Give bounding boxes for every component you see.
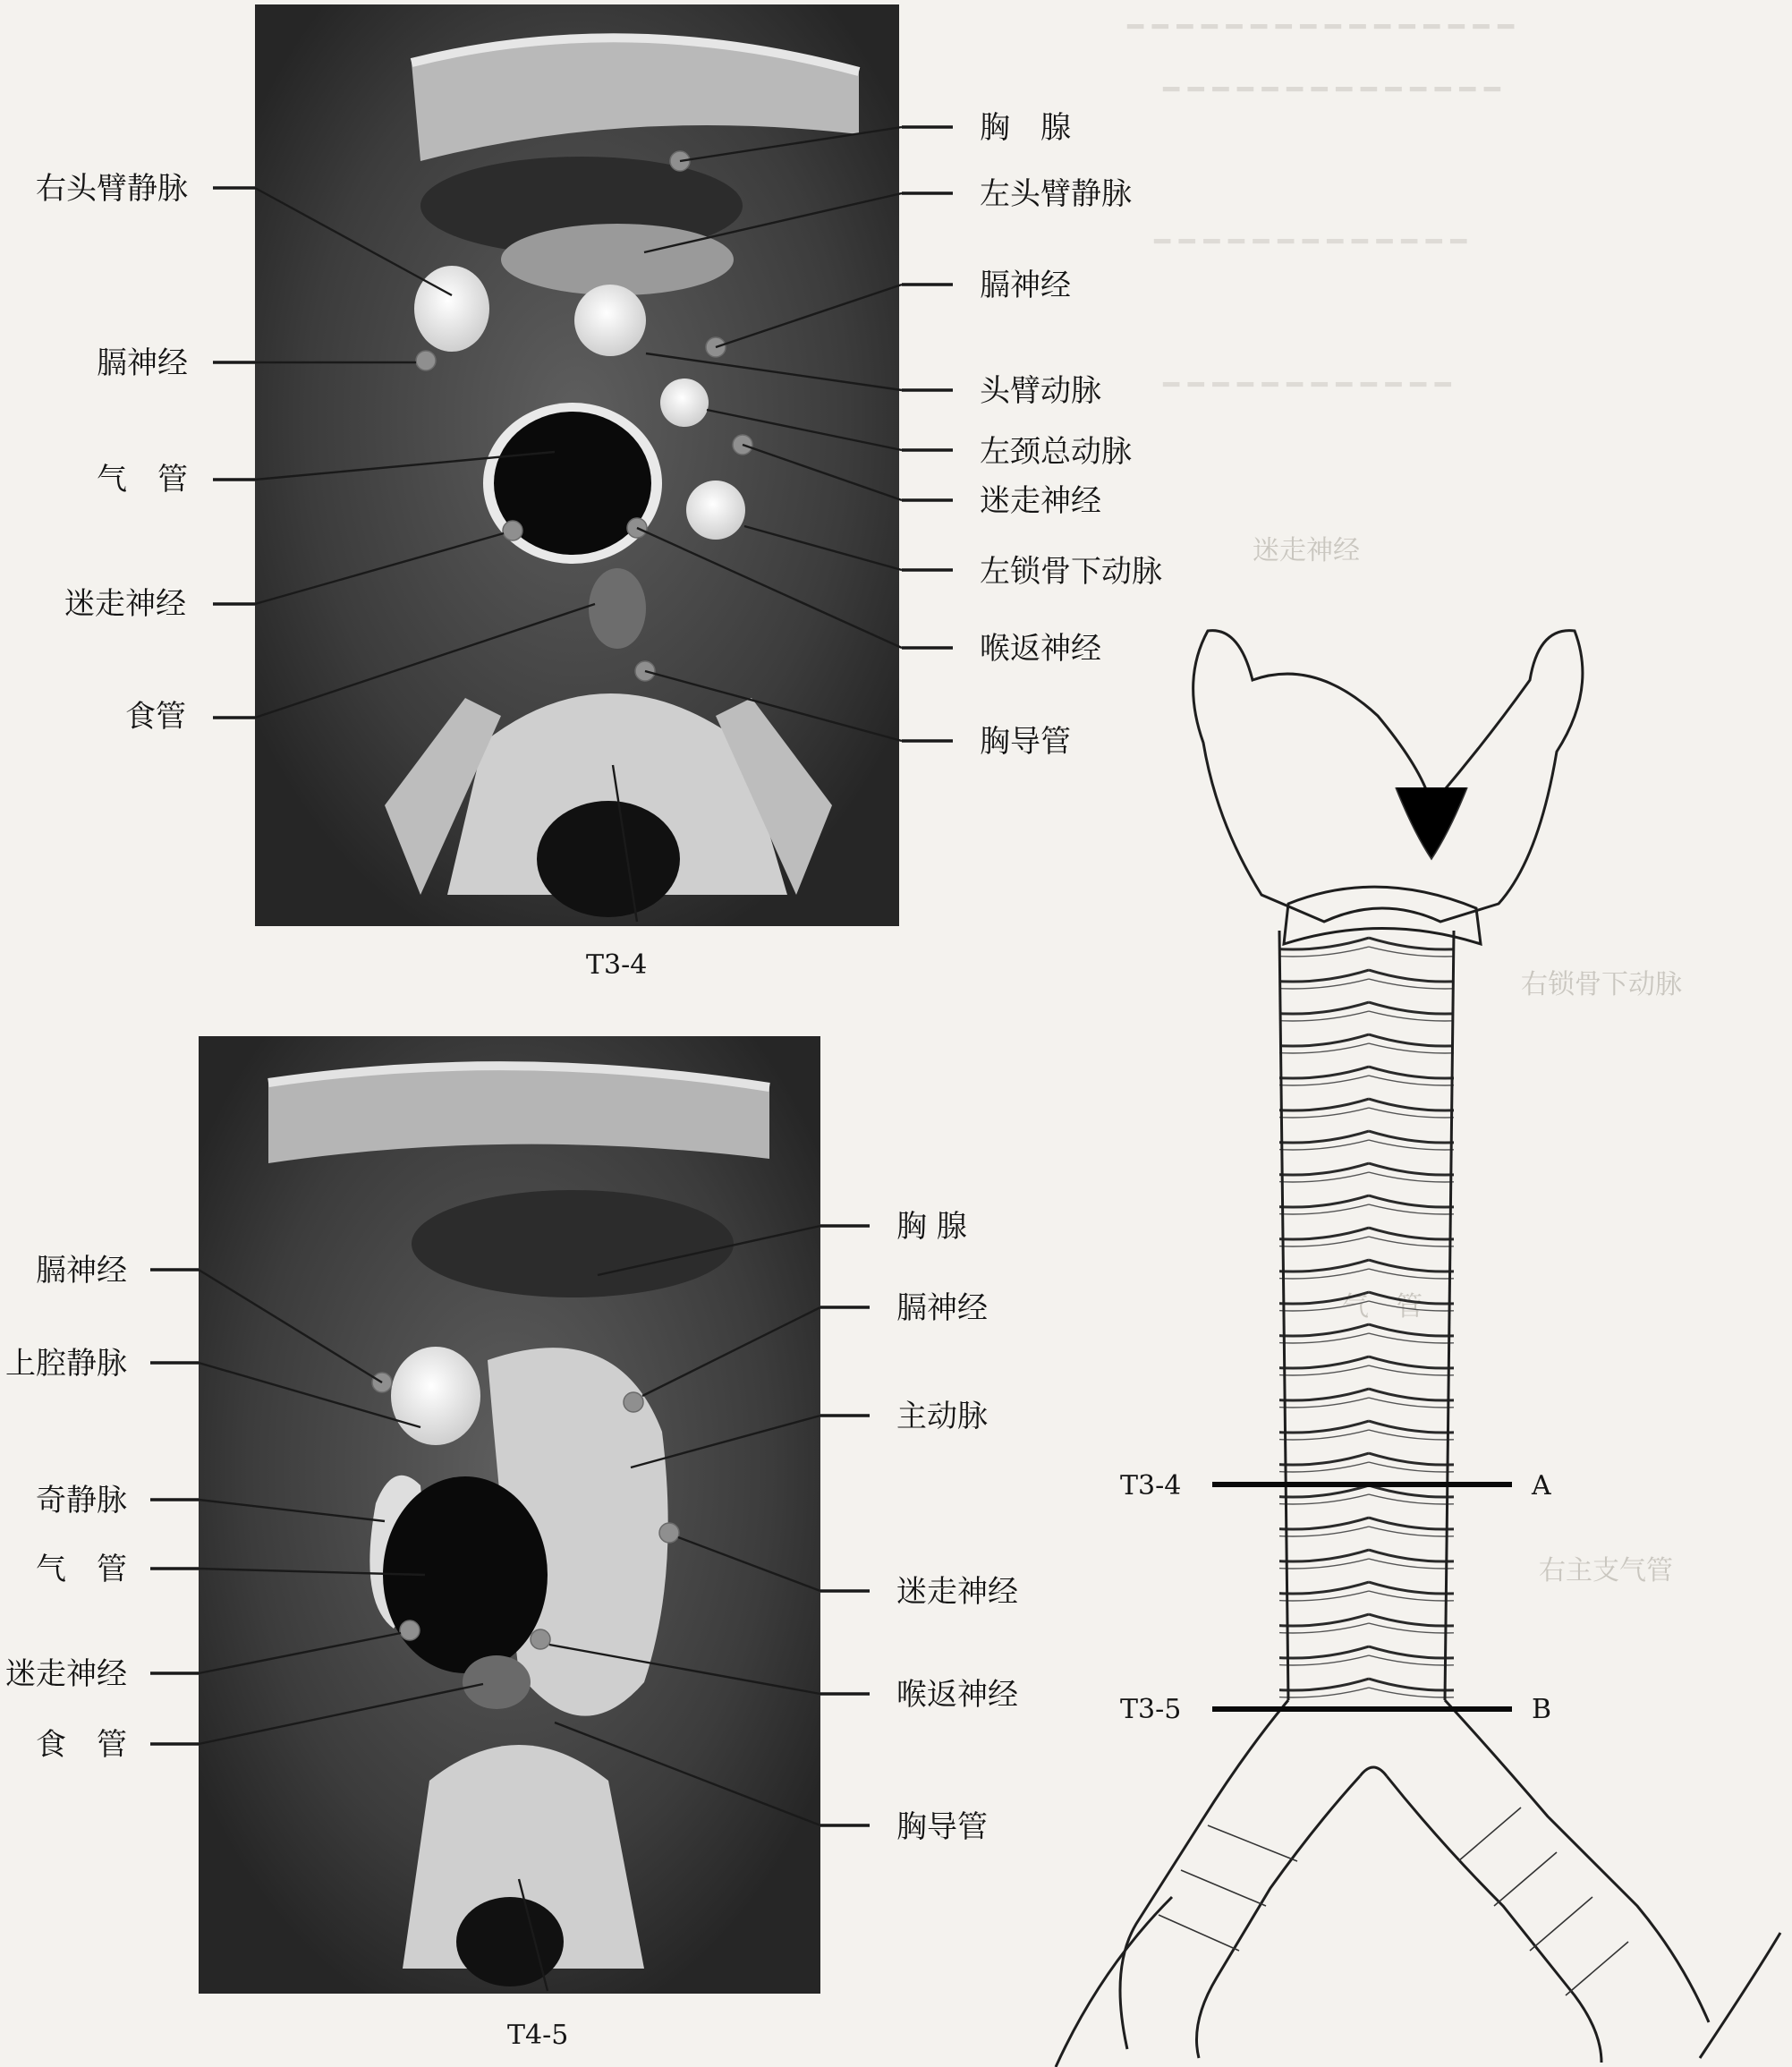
level-a-letter: A	[1532, 1470, 1551, 1501]
label-recurrent-laryngeal-nerve-b: 喉返神经	[896, 1677, 1018, 1713]
label-phrenic-nerve-right-b: 膈神经	[896, 1290, 988, 1326]
ghost-right-main-bronchus: 右主支气管	[1539, 1555, 1673, 1586]
label-vagus-nerve-left: 迷走神经	[64, 586, 186, 622]
label-left-subclavian-artery: 左锁骨下动脉	[980, 554, 1162, 590]
trachea-drawing	[1056, 631, 1780, 2067]
label-thoracic-duct: 胸导管	[980, 724, 1071, 760]
label-thymus-b: 胸 腺	[896, 1209, 967, 1245]
label-brachiocephalic-artery: 头臂动脉	[980, 373, 1101, 409]
label-phrenic-nerve-right: 膈神经	[980, 268, 1071, 303]
label-vagus-nerve-right: 迷走神经	[980, 483, 1101, 519]
label-azygos-vein: 奇静脉	[36, 1483, 127, 1518]
label-left-brachiocephalic-vein: 左头臂静脉	[980, 176, 1132, 212]
label-esophagus: 食管	[125, 699, 186, 735]
label-superior-vena-cava: 上腔静脉	[5, 1346, 127, 1382]
caption-t3-4: T3-4	[586, 949, 648, 981]
ct-scan-t4-5	[199, 1036, 820, 1994]
label-phrenic-nerve-left-b: 膈神经	[36, 1253, 127, 1289]
label-thoracic-duct-b: 胸导管	[896, 1809, 988, 1845]
label-esophagus-b: 食 管	[36, 1727, 127, 1763]
ghost-vagus: 迷走神经	[1253, 535, 1360, 566]
label-vagus-nerve-right-b: 迷走神经	[896, 1574, 1018, 1610]
level-b-label: T3-5	[1120, 1694, 1182, 1725]
label-left-common-carotid: 左颈总动脉	[980, 434, 1132, 470]
label-trachea-b: 气 管	[36, 1552, 127, 1587]
label-right-brachiocephalic-vein: 右头臂静脉	[36, 171, 188, 207]
label-phrenic-nerve-left: 膈神经	[97, 345, 188, 381]
svg-text:━ ━ ━ ━ ━ ━ ━ ━ ━ ━ ━ ━ ━: ━ ━ ━ ━ ━ ━ ━ ━ ━ ━ ━ ━ ━	[1154, 226, 1467, 258]
caption-t4-5: T4-5	[507, 2020, 569, 2051]
level-a-label: T3-4	[1120, 1470, 1182, 1501]
label-vagus-nerve-left-b: 迷走神经	[5, 1656, 127, 1692]
svg-text:━ ━ ━ ━ ━ ━ ━ ━ ━ ━ ━ ━ ━ ━: ━ ━ ━ ━ ━ ━ ━ ━ ━ ━ ━ ━ ━ ━	[1163, 74, 1500, 106]
label-recurrent-laryngeal-nerve: 喉返神经	[980, 631, 1101, 667]
svg-text:━ ━ ━ ━ ━ ━ ━ ━ ━ ━ ━ ━: ━ ━ ━ ━ ━ ━ ━ ━ ━ ━ ━ ━	[1163, 370, 1451, 401]
label-thymus: 胸 腺	[980, 110, 1071, 146]
label-aorta: 主动脉	[896, 1399, 988, 1434]
level-b-letter: B	[1532, 1694, 1552, 1725]
svg-text:━ ━ ━ ━ ━ ━ ━ ━ ━ ━ ━ ━ ━ ━ ━: ━ ━ ━ ━ ━ ━ ━ ━ ━ ━ ━ ━ ━ ━ ━ ━	[1127, 12, 1515, 43]
label-trachea: 气 管	[97, 462, 188, 498]
ghost-right-subclavian: 右锁骨下动脉	[1521, 969, 1682, 1000]
